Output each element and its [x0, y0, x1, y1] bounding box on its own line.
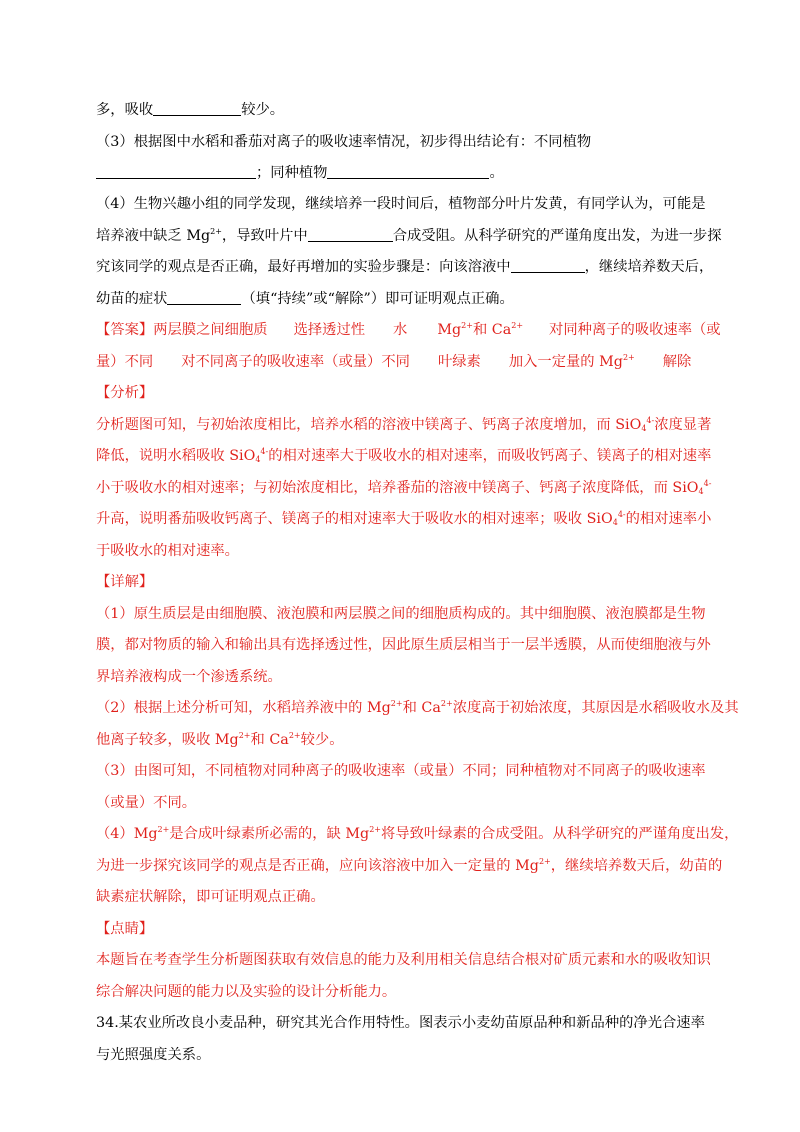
text: 的相对速率大于吸收水的相对速率，而吸收钙离子、镁离子的相对速率	[268, 448, 712, 464]
answer-item: Mg	[437, 322, 462, 338]
tip-line-2: 综合解决问题的能力以及实验的设计分析能力。	[96, 984, 397, 1000]
answer-item: 加入一定量的 Mg	[508, 354, 623, 370]
text: 浓度高于初始浓度，其原因是水稻吸收水及其	[452, 700, 739, 716]
q4-line-1: （4）生物兴趣小组的同学发现，继续培养一段时间后，植物部分叶片发黄，有同学认为，可能是	[96, 196, 706, 212]
detail-line-1: （1）原生质层是由细胞膜、液泡膜和两层膜之间的细胞质构成的。其中细胞膜、液泡膜都是生物	[96, 606, 706, 622]
superscript: 4-	[703, 479, 712, 488]
text: 较少。	[300, 732, 344, 748]
text: 将导致叶绿素的合成受阻。从科学研究的严谨角度出发，	[380, 826, 739, 842]
answer-line-2	[96, 346, 736, 378]
text: 较少。	[241, 102, 285, 118]
answer-blank	[511, 254, 585, 273]
answer-blank	[153, 97, 241, 116]
analysis-line-4	[96, 503, 736, 535]
text: ，继续培养数天后，	[584, 259, 714, 275]
q3-line-2	[96, 157, 736, 189]
detail-line-8	[96, 818, 739, 850]
subscript: 4	[641, 424, 647, 433]
text: ，继续培养数天后，幼苗的	[550, 858, 723, 874]
text: 他离子较多，吸收 Mg	[96, 732, 239, 748]
superscript: 4-	[646, 416, 655, 425]
superscript: 2+	[511, 321, 524, 330]
superscript: 2+	[538, 857, 551, 866]
superscript: 2+	[461, 321, 473, 330]
detail-line-9	[96, 850, 736, 882]
text: 合成受阻。从科学研究的严谨角度出发，为进一步探	[392, 228, 722, 244]
answer-item: 选择透过性	[293, 322, 366, 338]
answer-item: 水	[393, 322, 408, 338]
q34-line-2: 与光照强度关系。	[96, 1047, 211, 1063]
answer-item: 叶绿素	[437, 354, 481, 370]
q3-line-1: （3）根据图中水稻和番茄对离子的吸收速率情况，初步得出结论有：不同植物	[96, 134, 592, 150]
superscript: 2+	[440, 699, 453, 708]
answer-item: 两层膜之间细胞质	[153, 322, 268, 338]
text: （填“持续”或“解除”）即可证明观点正确。	[241, 291, 514, 307]
text: 降低，说明水稻吸收 SiO	[96, 448, 256, 464]
detail-line-2: 膜，都对物质的输入和输出具有选择透过性，因此原生质层相当于一层半透膜，从而使细胞液与外	[96, 637, 711, 653]
superscript: 2+	[369, 825, 381, 834]
answer-item: 对同种离子的吸收速率（或	[549, 322, 721, 338]
detail-line-6: （3）由图可知，不同植物对同种离子的吸收速率（或量）不同；同种植物对不同离子的吸收速率	[96, 763, 706, 779]
q4-line-3	[96, 251, 736, 283]
superscript: 2+	[622, 353, 635, 362]
text: 培养液中缺乏 Mg	[96, 228, 211, 244]
superscript: 2+	[238, 731, 251, 740]
superscript: 4-	[260, 447, 269, 456]
text: （4）Mg	[96, 826, 158, 842]
subscript: 4	[698, 487, 704, 496]
detail-line-3: 界培养液构成一个渗透系统。	[96, 669, 282, 685]
q2-tail-line	[96, 94, 736, 126]
answer-line-1	[96, 314, 736, 346]
superscript: 2+	[288, 731, 301, 740]
answer-blank	[308, 223, 393, 242]
answer-item: 解除	[662, 354, 692, 370]
text: 究该同学的观点是否正确，最好再增加的实验步骤是：向该溶液中	[96, 259, 511, 275]
answer-blank	[96, 160, 256, 179]
analysis-line-1	[96, 409, 736, 441]
analysis-line-3	[96, 472, 736, 504]
analysis-line-2	[96, 440, 736, 472]
text: 和 Ca	[402, 700, 441, 716]
detail-label: 【详解】	[96, 574, 154, 590]
answer-blank	[167, 286, 241, 305]
superscript: 4-	[617, 510, 626, 519]
answer-item: 和 Ca	[472, 322, 512, 338]
answer-blank	[327, 160, 489, 179]
text: 小于吸收水的相对速率；与初始浓度相比，培养番茄的溶液中镁离子、钙离子浓度降低，而 SiO	[96, 480, 699, 496]
detail-line-4	[96, 692, 739, 724]
tip-label: 【点睛】	[96, 921, 154, 937]
text: ；同种植物	[256, 165, 328, 181]
superscript: 2+	[157, 825, 170, 834]
text: ，导致叶片中	[221, 228, 308, 244]
detail-line-5	[96, 724, 736, 756]
tip-line-1: 本题旨在考查学生分析题图获取有效信息的能力及利用相关信息结合根对矿质元素和水的吸收知识	[96, 952, 711, 968]
answer-label: 【答案】	[96, 322, 154, 338]
analysis-label: 【分析】	[96, 385, 154, 401]
q4-line-2	[96, 220, 736, 252]
q4-line-4	[96, 283, 736, 315]
superscript: 2+	[390, 699, 403, 708]
text: 浓度显著	[654, 417, 712, 433]
text: 分析题图可知，与初始浓度相比，培养水稻的溶液中镁离子、钙离子浓度增加，而 SiO	[96, 417, 642, 433]
text: 多，吸收	[96, 102, 154, 118]
text: 和 Ca	[250, 732, 289, 748]
q34-line-1: 34.某农业所改良小麦品种，研究其光合作用特性。图表示小麦幼苗原品种和新品种的净光合速率	[96, 1015, 705, 1031]
text: 为进一步探究该同学的观点是否正确，应向该溶液中加入一定量的 Mg	[96, 858, 539, 874]
answer-item: 量）不同	[96, 354, 154, 370]
subscript: 4	[255, 455, 261, 464]
text: 。	[489, 165, 504, 181]
detail-line-10: 缺素症状解除，即可证明观点正确。	[96, 889, 325, 905]
text: （2）根据上述分析可知，水稻培养液中的 Mg	[96, 700, 391, 716]
analysis-line-5: 于吸收水的相对速率。	[96, 543, 239, 559]
text: 是合成叶绿素所必需的，缺 Mg	[169, 826, 370, 842]
subscript: 4	[612, 518, 618, 527]
text: 升高，说明番茄吸收钙离子、镁离子的相对速率大于吸收水的相对速率；吸收 SiO	[96, 511, 613, 527]
answer-item: 对不同离子的吸收速率（或量）不同	[181, 354, 410, 370]
text: 幼苗的症状	[96, 291, 168, 307]
text: 的相对速率小	[625, 511, 712, 527]
detail-line-7: （或量）不同。	[96, 795, 197, 811]
superscript: 2+	[210, 227, 222, 236]
